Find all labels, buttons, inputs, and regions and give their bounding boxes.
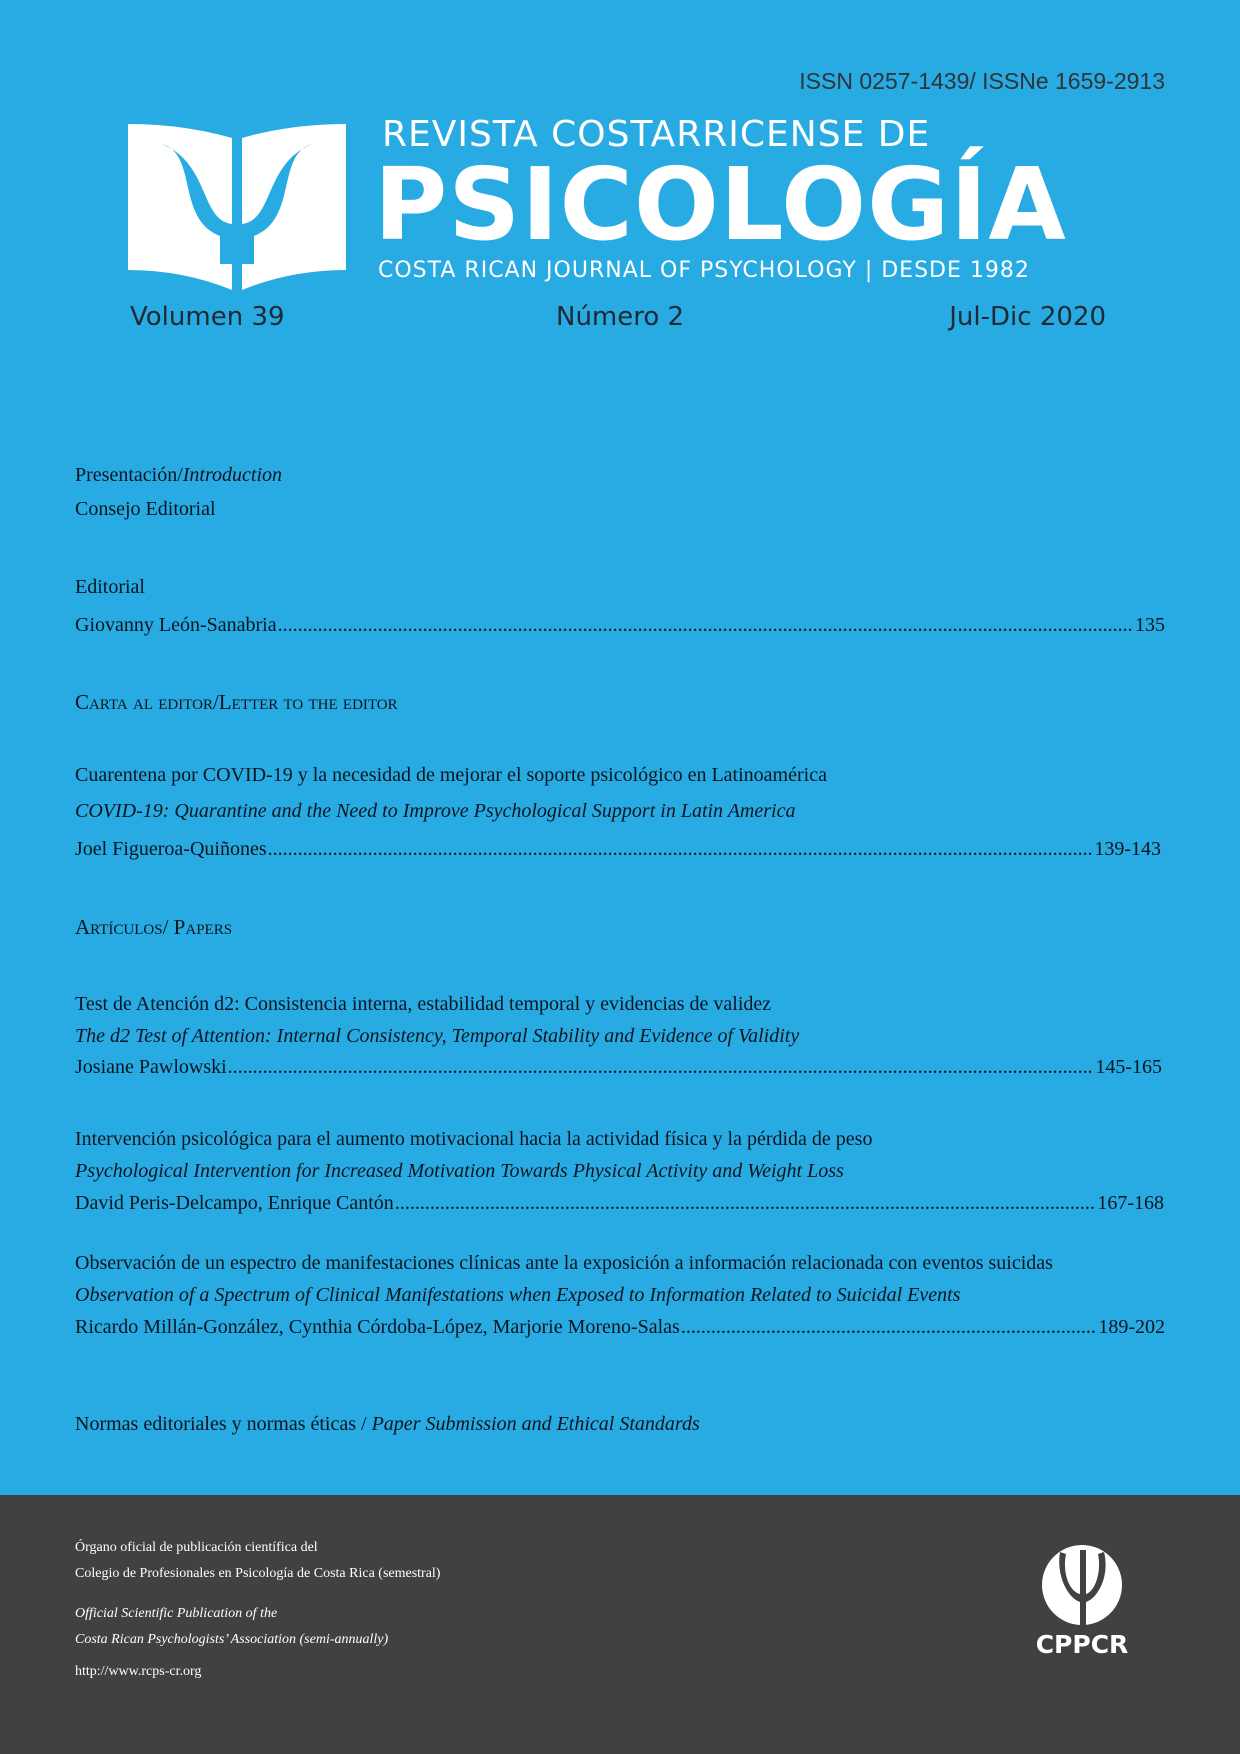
letter-author: Joel Figueroa-Quiñones (75, 838, 267, 860)
footer-url-link[interactable]: http://www.rcps-cr.org (75, 1664, 202, 1679)
toc-entry-editorial[interactable] (75, 614, 1165, 637)
paper-1-pages: 145-165 (1095, 1056, 1162, 1078)
paper-2-pages: 167-168 (1097, 1192, 1164, 1214)
dot-leader (395, 1192, 1097, 1215)
toc-entry-letter[interactable] (75, 838, 1161, 861)
dot-leader (278, 614, 1134, 637)
footer-org-en-line1: Official Scientific Publication of the (75, 1606, 278, 1621)
footer-org-es-line1: Órgano oficial de publicación científica del (75, 1540, 318, 1555)
issue-date-label: Jul-Dic 2020 (949, 302, 1106, 332)
paper-3-title-en[interactable]: Observation of a Spectrum of Clinical Manifestations when Exposed to Information Related to Suicidal Events (75, 1284, 961, 1306)
papers-heading: Artículos/ Papers (75, 915, 233, 939)
journal-subtitle: COSTA RICAN JOURNAL OF PSYCHOLOGY | DESDE 1982 (378, 258, 1030, 283)
dot-leader (228, 1056, 1095, 1079)
norms-es: Normas editoriales y normas éticas / (75, 1413, 372, 1435)
journal-title: PSICOLOGÍA (374, 146, 1067, 263)
dot-leader (681, 1316, 1098, 1339)
paper-3-pages: 189-202 (1098, 1316, 1165, 1338)
paper-2-authors: David Peris-Delcampo, Enrique Cantón (75, 1192, 394, 1214)
toc-entry-paper-2[interactable] (75, 1192, 1164, 1215)
paper-3-title-es[interactable]: Observación de un espectro de manifestaciones clínicas ante la exposición a información relacionada con eventos suicidas (75, 1252, 1053, 1274)
association-logo-text: CPPCR (1035, 1630, 1129, 1659)
toc-entry-paper-3[interactable] (75, 1316, 1165, 1339)
issn-text: ISSN 0257-1439/ ISSNe 1659-2913 (799, 68, 1165, 94)
letter-pages: 139-143 (1094, 838, 1161, 860)
open-book-psi-icon (128, 124, 346, 290)
letter-title-es[interactable]: Cuarentena por COVID-19 y la necesidad de mejorar el soporte psicológico en Latinoamérica (75, 764, 827, 786)
editorial-heading: Editorial (75, 576, 145, 598)
paper-1-authors: Josiane Pawlowski (75, 1056, 227, 1078)
issue-number-label: Número 2 (556, 302, 685, 332)
volume-label: Volumen 39 (130, 302, 285, 332)
footer-org-en-line2: Costa Rican Psychologists’ Association (semi-annually) (75, 1632, 389, 1647)
norms-en: Paper Submission and Ethical Standards (371, 1413, 700, 1435)
paper-2-title-es[interactable]: Intervención psicológica para el aumento motivacional hacia la actividad física y la pérdida de peso (75, 1128, 873, 1150)
paper-1-title-es[interactable]: Test de Atención d2: Consistencia interna, estabilidad temporal y evidencias de validez (75, 993, 772, 1015)
paper-1-title-en[interactable]: The d2 Test of Attention: Internal Consistency, Temporal Stability and Evidence of Validity (75, 1025, 800, 1047)
psi-circle-icon (1030, 1542, 1134, 1628)
toc-entry-paper-1[interactable] (75, 1056, 1162, 1079)
presentation-heading (75, 464, 282, 487)
presentation-es: Presentación/ (75, 464, 183, 486)
presentation-author: Consejo Editorial (75, 498, 216, 520)
dot-leader (268, 838, 1094, 861)
paper-2-title-en[interactable]: Psychological Intervention for Increased Motivation Towards Physical Activity and Weight Loss (75, 1160, 844, 1182)
footer-org-es-line2: Colegio de Profesionales en Psicología de Costa Rica (semestral) (75, 1566, 441, 1581)
paper-3-authors: Ricardo Millán-González, Cynthia Córdoba-López, Marjorie Moreno-Salas (75, 1316, 680, 1338)
norms-entry[interactable] (75, 1413, 700, 1436)
journal-title-prefix: REVISTA COSTARRICENSE DE (382, 114, 931, 155)
letter-heading: Carta al editor/Letter to the editor (75, 690, 398, 714)
editorial-author: Giovanny León-Sanabria (75, 614, 277, 636)
letter-title-en[interactable]: COVID-19: Quarantine and the Need to Improve Psychological Support in Latin America (75, 800, 796, 822)
editorial-pages: 135 (1135, 614, 1165, 636)
presentation-en: Introduction (182, 464, 282, 486)
